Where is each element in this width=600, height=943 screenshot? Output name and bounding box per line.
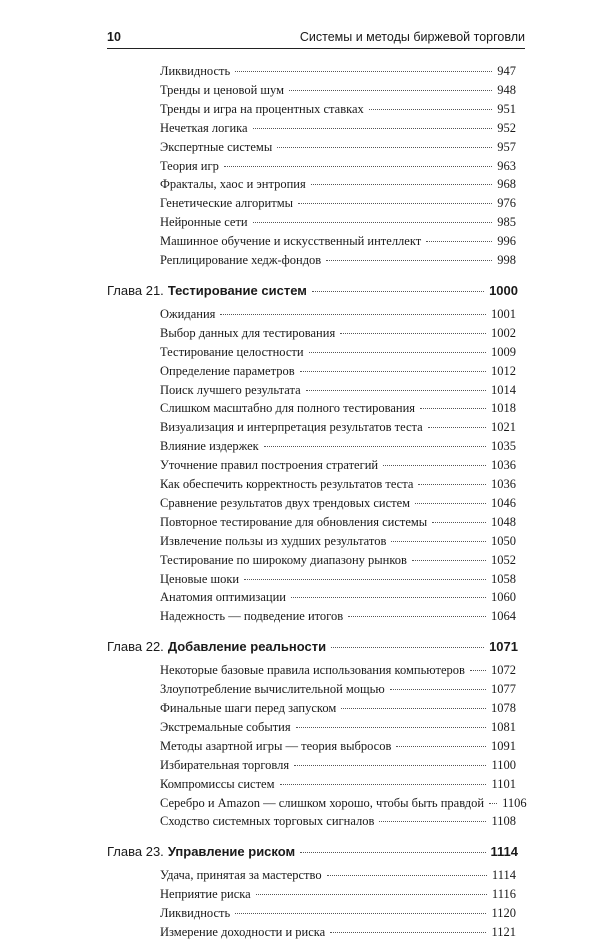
toc-entry-page: 1091: [491, 738, 516, 753]
toc-entry-title: Определение параметров: [160, 363, 295, 378]
toc-entry-page: 1121: [491, 925, 516, 939]
toc-entry-title: Нечеткая логика: [160, 120, 248, 135]
toc-entry-title: Слишком масштабно для полного тестирования: [160, 401, 416, 416]
dot-leader: [428, 427, 486, 428]
dot-leader: [420, 408, 486, 409]
dot-leader: [326, 260, 492, 261]
toc-entry-title: Ликвидность: [160, 64, 231, 78]
toc-entry: [160, 682, 516, 700]
dot-leader: [327, 875, 487, 876]
toc-entry: [160, 364, 516, 382]
dot-leader: [244, 579, 486, 580]
toc-chapter-heading: [107, 844, 518, 866]
toc-entry: [160, 887, 516, 905]
chapter-page: 1000: [489, 282, 518, 298]
chapter-number: Глава 23.: [107, 844, 164, 860]
toc-entry-title: Тренды и игра на процентных ставках: [160, 101, 364, 116]
toc-entry-page: 976: [497, 196, 516, 211]
toc-entry-title: Методы азартной игры — теория выбросов: [160, 738, 392, 753]
toc-entry: [160, 234, 516, 252]
toc-entry-title: Влияние издержек: [160, 439, 259, 454]
toc-entry: [160, 496, 516, 514]
toc-entry-page: 1021: [491, 420, 516, 435]
toc-entry-title: Измерение доходности и риска: [160, 925, 326, 939]
dot-leader: [289, 90, 492, 91]
toc-entry-page: 947: [497, 64, 516, 78]
toc-entry-page: 1050: [491, 533, 516, 548]
dot-leader: [379, 821, 486, 822]
toc-entry-title: Реплицирование хедж-фондов: [160, 253, 322, 267]
toc-entry-page: 1077: [491, 682, 516, 697]
toc-entry: [160, 739, 516, 757]
dot-leader: [390, 689, 486, 690]
toc-entry: [160, 534, 516, 552]
dot-leader: [298, 203, 492, 204]
dot-leader: [331, 647, 484, 648]
toc-entry: [160, 515, 516, 533]
dot-leader: [253, 128, 493, 129]
toc-entry: [160, 572, 516, 590]
toc-entry-title: Фракталы, хаос и энтропия: [160, 177, 306, 192]
toc-entry-page: 1078: [491, 701, 516, 715]
chapter-title: Управление риском: [167, 844, 296, 860]
toc-entry-page: 1081: [491, 719, 516, 734]
toc-entry: [160, 553, 516, 571]
toc-entry-page: 1035: [491, 439, 516, 454]
toc-entry-page: 1060: [491, 590, 516, 605]
chapter-title: Тестирование систем: [167, 282, 307, 298]
toc-entry-page: 957: [497, 139, 516, 154]
toc-entry-title: Извлечение пользы из худших результатов: [160, 533, 387, 548]
toc-entry: [160, 814, 516, 832]
page-number: 10: [107, 30, 121, 44]
toc-entry-title: Машинное обучение и искусственный интеллект: [160, 234, 422, 249]
toc-entry: [160, 83, 516, 101]
toc-entry-title: Сходство системных торговых сигналов: [160, 814, 375, 829]
dot-leader: [312, 291, 484, 292]
chapter-title: Добавление реальности: [167, 639, 327, 655]
toc-entry: [160, 159, 516, 177]
toc-entry-page: 998: [497, 253, 516, 267]
dot-leader: [309, 352, 486, 353]
toc-entry-title: Ожидания: [160, 306, 216, 321]
toc-entry: [160, 609, 516, 627]
toc-entry-page: 1002: [491, 325, 516, 340]
toc-entry: [160, 383, 516, 401]
dot-leader: [396, 746, 486, 747]
dot-leader: [348, 616, 486, 617]
toc-entry-page: 1036: [491, 477, 516, 491]
toc-entry-page: 1012: [491, 363, 516, 378]
toc-entry-page: 1072: [491, 663, 516, 678]
toc-entry-page: 1116: [491, 887, 516, 902]
dot-leader: [253, 222, 493, 223]
dot-leader: [277, 147, 492, 148]
toc-entry-title: Визуализация и интерпретация результатов теста: [160, 420, 423, 435]
toc-entry-page: 996: [497, 234, 516, 249]
toc-entry-title: Злоупотребление вычислительной мощью: [160, 682, 385, 697]
toc-entry-page: 1052: [491, 552, 516, 567]
toc-entry-page: 948: [497, 82, 516, 97]
toc-entry-title: Надежность — подведение итогов: [160, 609, 344, 624]
dot-leader: [300, 371, 486, 372]
toc-entry-title: Тренды и ценовой шум: [160, 82, 285, 97]
dot-leader: [296, 727, 486, 728]
toc-entry-page: 1009: [491, 344, 516, 359]
book-title: Системы и методы биржевой торговли: [299, 30, 525, 44]
toc-entry-page: 1001: [491, 306, 516, 321]
toc-entry: [160, 439, 516, 457]
dot-leader: [280, 784, 487, 785]
toc-entry-title: Неприятие риска: [160, 887, 251, 902]
toc-entry: [160, 777, 516, 795]
dot-leader: [311, 184, 493, 185]
toc-entry-page: 1036: [491, 458, 516, 473]
toc-entry-title: Повторное тестирование для обновления системы: [160, 514, 428, 529]
dot-leader: [256, 894, 487, 895]
toc-entry-title: Выбор данных для тестирования: [160, 325, 336, 340]
toc-entry: [160, 458, 516, 476]
dot-leader: [489, 803, 497, 804]
dot-leader: [291, 597, 486, 598]
dot-leader: [306, 390, 486, 391]
running-header: [107, 26, 525, 49]
dot-leader: [415, 503, 486, 504]
toc-entry: [160, 720, 516, 738]
toc-entry: [160, 307, 516, 325]
toc-entry-page: 951: [497, 101, 516, 116]
toc-entry: [160, 868, 516, 886]
toc-entry: [160, 253, 516, 271]
dot-leader: [330, 932, 486, 933]
toc-entry-page: 1018: [491, 401, 516, 416]
dot-leader: [235, 71, 492, 72]
toc-entry-page: 952: [497, 120, 516, 135]
toc-entry-page: 1101: [491, 776, 516, 791]
dot-leader: [224, 166, 492, 167]
toc-entry-page: 1100: [491, 757, 516, 772]
toc-entry-title: Экспертные системы: [160, 139, 273, 154]
toc-entry-title: Уточнение правил построения стратегий: [160, 458, 379, 473]
toc-entry-title: Сравнение результатов двух трендовых систем: [160, 495, 411, 510]
toc-entry: [160, 345, 516, 363]
toc-entry: [160, 701, 516, 719]
toc-entry-page: 1048: [491, 514, 516, 529]
dot-leader: [391, 541, 486, 542]
dot-leader: [426, 241, 492, 242]
toc-entry: [160, 477, 516, 495]
toc-entry: [160, 121, 516, 139]
toc-entry-title: Как обеспечить корректность результатов теста: [160, 477, 414, 491]
toc-entry: [160, 196, 516, 214]
toc-entry-page: 1064: [491, 609, 516, 624]
toc-entry-title: Анатомия оптимизации: [160, 590, 286, 605]
toc-entry-title: Экстремальные события: [160, 719, 291, 734]
toc-entry: [160, 140, 516, 158]
toc-entry-page: 963: [497, 158, 516, 173]
toc-entry: [160, 795, 527, 814]
toc-entry-title: Ценовые шоки: [160, 571, 240, 586]
toc-entry: [160, 177, 516, 195]
toc-entry-title: Теория игр: [160, 158, 219, 173]
toc-entry-title: Избирательная торговля: [160, 757, 290, 772]
toc-entry-title: Удача, принятая за мастерство: [160, 868, 322, 883]
toc-entry-page: 1120: [491, 906, 516, 921]
toc-entry: [160, 102, 516, 120]
toc-entry: [160, 64, 516, 82]
toc-entry: [160, 401, 516, 419]
toc-chapter-heading: [107, 283, 518, 305]
toc-entry: [160, 758, 516, 776]
dot-leader: [300, 852, 485, 853]
toc-entry-page: 1014: [491, 382, 516, 397]
toc-entry-page: 1106: [502, 795, 527, 810]
toc-entry: [160, 590, 516, 608]
dot-leader: [432, 522, 486, 523]
chapter-page: 1071: [489, 639, 518, 655]
dot-leader: [235, 913, 486, 914]
toc-entry-page: 1114: [491, 868, 516, 883]
toc-entry-title: Поиск лучшего результата: [160, 382, 301, 397]
toc-entry: [160, 420, 516, 438]
toc-entry-title: Нейронные сети: [160, 215, 248, 230]
toc-entry-page: 1058: [491, 571, 516, 586]
chapter-number: Глава 22.: [107, 639, 164, 655]
dot-leader: [220, 314, 486, 315]
toc-entry: [160, 215, 516, 233]
chapter-number: Глава 21.: [107, 282, 164, 298]
dot-leader: [418, 484, 486, 485]
toc-entry-title: Компромиссы систем: [160, 776, 275, 791]
dot-leader: [341, 708, 486, 709]
chapter-page: 1114: [490, 844, 518, 860]
dot-leader: [369, 109, 492, 110]
toc-entry-title: Генетические алгоритмы: [160, 196, 294, 211]
toc-entry: [160, 906, 516, 924]
toc-entry-title: Финальные шаги перед запуском: [160, 701, 337, 715]
dot-leader: [470, 670, 486, 671]
toc-entry: [160, 663, 516, 681]
toc-entry-page: 1046: [491, 495, 516, 510]
toc-entry-title: Некоторые базовые правила использования компьютеров: [160, 663, 465, 678]
toc-entry: [160, 925, 516, 943]
dot-leader: [294, 765, 486, 766]
toc-entry: [160, 326, 516, 344]
toc-chapter-heading: [107, 639, 518, 661]
dot-leader: [264, 446, 486, 447]
toc-entry-title: Тестирование по широкому диапазону рынков: [160, 552, 407, 567]
toc-entry-title: Серебро и Amazon — слишком хорошо, чтобы быть правдой: [160, 795, 485, 810]
dot-leader: [383, 465, 486, 466]
toc-entry-page: 1108: [491, 814, 516, 829]
dot-leader: [340, 333, 486, 334]
toc-entry-title: Тестирование целостности: [160, 344, 304, 359]
toc-entry-title: Ликвидность: [160, 906, 231, 921]
dot-leader: [412, 560, 486, 561]
toc-entry-page: 985: [497, 215, 516, 230]
toc-entry-page: 968: [497, 177, 516, 192]
